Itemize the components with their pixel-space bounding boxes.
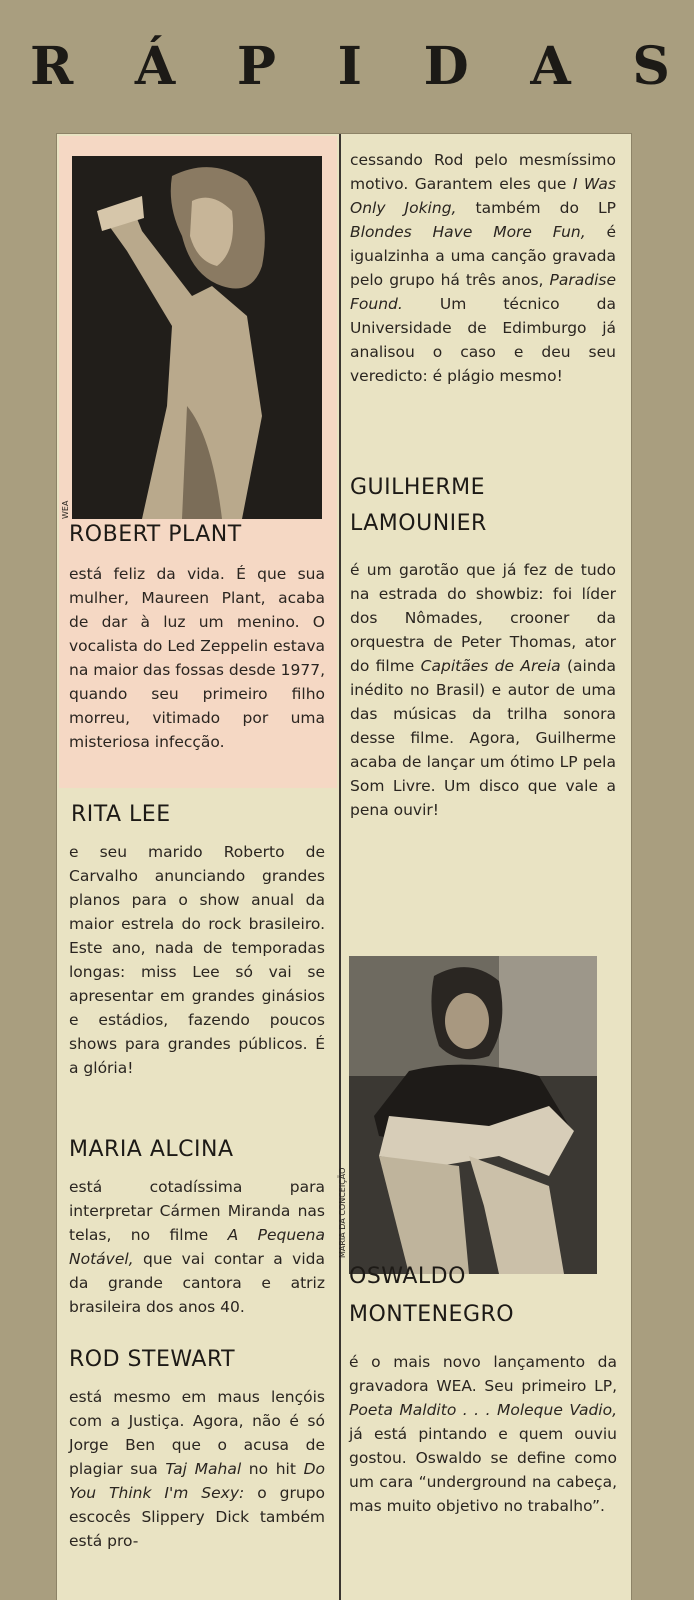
- headline-guilherme-lamounier: GUILHERME LAMOUNIER: [350, 475, 487, 536]
- article-rod-stewart: [69, 1385, 325, 1553]
- article-text: que vai contar a vida da grande cantora e atriz brasileira dos anos 40.: [69, 1250, 325, 1316]
- article-maria-alcina: [69, 1175, 325, 1319]
- song-title: Paradise Found.: [350, 271, 616, 313]
- headline-rita-lee: RITA LEE: [71, 802, 171, 827]
- masthead-letter: A: [530, 36, 571, 97]
- article-text: está mesmo em maus lençóis com a Justiça. Agora, não é só Jorge Ben que o acusa de plagiar sua: [69, 1388, 325, 1478]
- film-title: Capitães de Areia: [420, 657, 561, 675]
- masthead-rapidas: [0, 32, 694, 102]
- article-text: cessando Rod pelo mesmíssimo motivo. Garantem eles que: [350, 151, 616, 193]
- masthead-letter: P: [236, 36, 276, 97]
- article-rita-lee-text: e seu marido Roberto de Carvalho anunciando grandes planos para o show anual da maior estrela do rock brasileiro. Este ano, nada de temporadas longas: miss Lee só vai se apresentar em grandes ginásios e estádios, fazendo poucos shows para grandes públicos. É a glória!: [69, 843, 325, 1077]
- article-text: o grupo escocês Slippery Dick também está pro-: [69, 1484, 325, 1550]
- masthead-letter: Á: [134, 36, 176, 97]
- magazine-page: [57, 134, 631, 1600]
- article-oswaldo-montenegro: [349, 1350, 617, 1518]
- photo-credit-maria: MARIA DA CONCEIÇÃO: [338, 1167, 347, 1258]
- article-text: (ainda inédito no Brasil) e autor de uma das músicas da trilha sonora desse filme. Agora, Guilherme acaba de lançar um ótimo LP pela Som Livre. Um disco que vale a pena ouvir!: [350, 657, 616, 819]
- headline-maria-alcina: MARIA ALCINA: [69, 1137, 234, 1162]
- article-rita-lee: [69, 840, 325, 1080]
- oswaldo-montenegro-photo: [349, 956, 597, 1274]
- film-title: A Pequena Notável,: [69, 1226, 326, 1268]
- article-text: está cotadíssima para interpretar Cármen Miranda nas telas, no filme: [69, 1178, 325, 1244]
- song-title: Taj Mahal: [165, 1460, 242, 1478]
- photo-credit-wea: WEA: [61, 500, 70, 519]
- article-text: também do LP: [456, 199, 617, 217]
- article-guilherme-lamounier: [350, 558, 616, 822]
- article-text: já está pintando e quem ouviu gostou. Oswaldo se define como um cara “underground na cabeça, mas muito objetivo no trabalho”.: [349, 1425, 617, 1515]
- masthead-letter: S: [632, 36, 670, 97]
- headline-oswaldo-montenegro: OSWALDO MONTENEGRO: [349, 1264, 515, 1327]
- article-text: é o mais novo lançamento da gravadora WEA. Seu primeiro LP,: [349, 1353, 617, 1395]
- robert-plant-photo: [72, 156, 322, 519]
- article-rod-stewart-continued: [350, 148, 616, 388]
- song-title: Do You Think I'm Sexy:: [69, 1460, 325, 1502]
- article-text: é igualzinha a uma canção gravada pelo grupo há três anos,: [350, 223, 616, 289]
- headline-rod-stewart: ROD STEWART: [69, 1347, 236, 1372]
- article-robert-plant: está feliz da vida. É que sua mulher, Maureen Plant, acaba de dar à luz um menino. O vocalista do Led Zeppelin estava na maior das fossas desde 1977, quando seu primeiro filho morreu, vitimado por uma misteriosa infecção.: [69, 565, 325, 751]
- album-title: Blondes Have More Fun,: [350, 223, 586, 241]
- masthead-letter: I: [337, 36, 362, 97]
- article-text: Um técnico da Universidade de Edimburgo já analisou o caso e deu seu veredicto: é plágio mesmo!: [350, 295, 616, 385]
- article-text: no hit: [241, 1460, 304, 1478]
- column-divider: [339, 134, 341, 1600]
- article-text: é um garotão que já fez de tudo na estrada do showbiz: foi líder dos Nômades, crooner da orquestra de Peter Thomas, ator do filme: [350, 561, 616, 675]
- headline-robert-plant: ROBERT PLANT: [69, 522, 242, 547]
- album-title: Poeta Maldito . . . Moleque Vadio,: [349, 1401, 617, 1419]
- song-title: I Was Only Joking,: [350, 175, 616, 217]
- masthead-letter: R: [30, 36, 74, 97]
- masthead-letter: D: [423, 36, 469, 97]
